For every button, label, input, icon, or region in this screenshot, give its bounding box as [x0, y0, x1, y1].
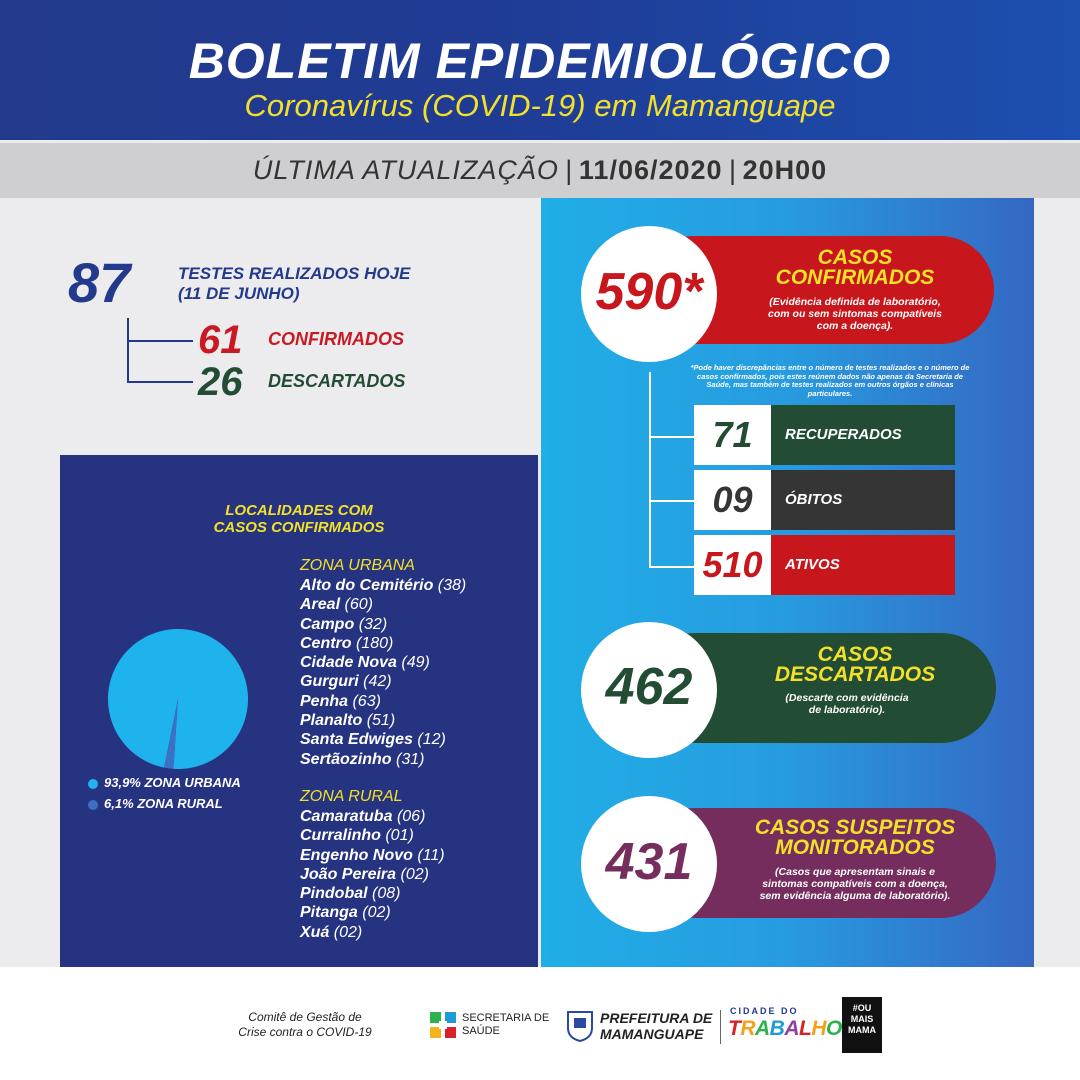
tree-line	[649, 436, 694, 438]
confirmed-title-line2: CONFIRMADOS	[775, 266, 935, 289]
page-subtitle: Coronavírus (COVID-19) em Mamanguape	[244, 88, 836, 123]
suspected-cases-title	[710, 818, 1000, 858]
rural-list	[300, 807, 445, 942]
legend-dot-rural	[88, 800, 98, 810]
sec-line2: SAÚDE	[462, 1025, 500, 1037]
suspected-title-line2: MONITORADOS	[775, 836, 935, 859]
list-item	[300, 711, 466, 730]
trabalho-letter: B	[769, 1017, 785, 1040]
suspected-desc-line1: (Casos que apresentam sinais e	[775, 866, 935, 878]
recovered-number: 71	[694, 405, 771, 465]
tree-line	[649, 372, 651, 568]
locality-count: (51)	[366, 712, 396, 730]
locality-count: (06)	[396, 808, 426, 825]
legend-rural-label: 6,1% ZONA RURAL	[104, 796, 223, 811]
discrepancy-note: *Pode haver discrepâncias entre o número de testes realizados e o número de casos confirmados, pois estes reúnem dados não apenas da Secretaria de Saúde, mas também de testes realizados em outros órgãos e clínicas particulares.	[690, 363, 970, 398]
trabalho-letter: L	[799, 1017, 812, 1040]
list-item	[300, 846, 445, 865]
tree-line	[127, 318, 129, 382]
tests-number: 87	[68, 251, 131, 314]
committee-line1: Comitê de Gestão de	[248, 1010, 362, 1024]
list-item	[300, 576, 466, 595]
committee-line2: Crise contra o COVID-19	[238, 1025, 372, 1039]
pref-line1: PREFEITURA DE	[600, 1010, 713, 1026]
list-item	[300, 595, 466, 614]
trabalho-letter: O	[826, 1017, 842, 1040]
list-item	[300, 807, 445, 826]
discarded-desc-line1: (Descarte com evidência	[785, 692, 909, 704]
update-label: ÚLTIMA ATUALIZAÇÃO	[252, 155, 559, 185]
footer-divider	[720, 1010, 721, 1044]
update-info: ÚLTIMA ATUALIZAÇÃO | 11/06/2020 | 20H00	[252, 155, 828, 185]
locality-count: (02)	[333, 923, 363, 941]
locality-name: Xuá	[300, 923, 330, 941]
locality-count: (42)	[363, 673, 392, 691]
list-item	[300, 826, 445, 845]
locality-name: Santa Edwiges	[300, 731, 413, 749]
list-item	[300, 750, 466, 769]
suspected-cases-number: 431	[605, 833, 693, 891]
locality-name: Planalto	[300, 712, 363, 730]
tests-label-line1: TESTES REALIZADOS HOJE	[178, 264, 411, 283]
locality-count: (60)	[344, 596, 373, 614]
localities-title-line2: CASOS CONFIRMADOS	[213, 519, 385, 536]
footer-city-hall	[600, 1010, 712, 1042]
discarded-cases-number: 462	[605, 658, 693, 716]
suspected-desc-line2: sintomas compatíveis com a doença,	[762, 878, 948, 890]
trabalho-letter: H	[811, 1017, 827, 1040]
legend-dot-urban	[88, 779, 98, 789]
trabalho-letter: R	[740, 1017, 755, 1040]
list-item	[300, 903, 445, 922]
suspected-title-line1: CASOS SUSPEITOS	[754, 816, 956, 839]
health-secretariat-logo-icon	[430, 1012, 456, 1038]
discarded-cases-title	[720, 645, 990, 685]
suspected-cases-desc	[720, 866, 990, 902]
confirmed-desc-line1: (Evidência definida de laboratório,	[769, 296, 941, 308]
locality-name: Gurguri	[300, 673, 359, 691]
list-item	[300, 692, 466, 711]
list-item	[300, 865, 445, 884]
locality-name: Campo	[300, 615, 355, 633]
footer-secretariat	[462, 1012, 549, 1038]
discarded-title-line1: CASOS	[817, 643, 893, 666]
footer-trabalho	[728, 1017, 842, 1041]
tree-line	[649, 500, 694, 502]
locality-name: Penha	[300, 692, 349, 710]
locality-name: Alto do Cemitério	[300, 577, 434, 594]
discarded-today-label: DESCARTADOS	[268, 371, 406, 391]
trabalho-letter: A	[755, 1017, 770, 1040]
locality-name: Pindobal	[300, 885, 368, 903]
urban-list	[300, 576, 466, 769]
legend-urban	[88, 775, 241, 790]
deaths-number: 09	[694, 470, 771, 530]
locality-name: Pitanga	[300, 904, 358, 922]
tree-line	[649, 566, 694, 568]
active-label: ATIVOS	[771, 535, 955, 595]
locality-name: Camaratuba	[300, 808, 393, 825]
locality-count: (01)	[385, 827, 414, 845]
tests-label-line2: (11 DE JUNHO)	[178, 284, 300, 303]
pie-slice-urban	[108, 629, 248, 769]
locality-count: (11)	[417, 846, 445, 864]
suspected-desc-line3: sem evidência alguma de laboratório).	[759, 890, 951, 902]
discarded-cases-desc	[712, 692, 982, 716]
discarded-desc-line2: de laboratório).	[808, 704, 886, 716]
tree-line	[127, 340, 193, 342]
locality-name: Cidade Nova	[300, 654, 397, 672]
confirmed-cases-desc	[720, 296, 990, 332]
tree-line	[127, 381, 193, 383]
footer-badge: #OU MAIS MAMA	[842, 997, 882, 1053]
confirmed-cases-title	[720, 248, 990, 288]
city-crest-icon	[566, 1008, 594, 1042]
legend-urban-label: 93,9% ZONA URBANA	[104, 775, 241, 790]
confirmed-desc-line2: com ou sem sintomas compatíveis	[768, 308, 942, 320]
list-item	[300, 615, 466, 634]
list-item	[300, 923, 445, 942]
urban-zone-title: ZONA URBANA	[300, 557, 415, 574]
locality-count: (63)	[352, 692, 381, 710]
confirmed-today-label: CONFIRMADOS	[268, 329, 404, 349]
trabalho-letter: A	[784, 1017, 800, 1040]
list-item	[300, 672, 466, 691]
rural-zone-title: ZONA RURAL	[300, 788, 403, 805]
localities-title	[60, 502, 538, 536]
locality-count: (08)	[372, 885, 401, 903]
list-item	[300, 634, 466, 653]
pref-line2: MAMANGUAPE	[600, 1026, 704, 1042]
locality-count: (02)	[400, 865, 429, 883]
deaths-label: ÓBITOS	[771, 470, 955, 530]
locality-count: (38)	[437, 577, 467, 594]
locality-count: (31)	[396, 750, 425, 768]
footer-committee	[220, 1010, 390, 1040]
sec-line1: SECRETARIA DE	[462, 1012, 550, 1024]
update-date: 11/06/2020	[578, 155, 723, 185]
footer-cidade: CIDADE DO	[730, 1006, 799, 1016]
discarded-title-line2: DESCARTADOS	[774, 663, 936, 686]
confirmed-desc-line3: com a doença).	[816, 320, 894, 332]
recovered-label: RECUPERADOS	[771, 405, 955, 465]
page-title: BOLETIM EPIDEMIOLÓGICO	[188, 33, 892, 89]
localities-title-line1: LOCALIDADES COM	[225, 502, 373, 519]
locality-count: (49)	[401, 654, 430, 672]
locality-name: João Pereira	[300, 865, 397, 883]
zone-pie-chart	[107, 628, 249, 770]
update-time: 20H00	[742, 155, 828, 185]
locality-name: Curralinho	[300, 827, 381, 845]
locality-count: (32)	[358, 615, 388, 633]
list-item	[300, 653, 466, 672]
trabalho-letter: T	[728, 1017, 741, 1040]
locality-count: (180)	[356, 634, 394, 652]
confirmed-title-line1: CASOS	[817, 246, 893, 269]
locality-count: (02)	[362, 904, 391, 922]
locality-name: Centro	[300, 634, 352, 652]
list-item	[300, 730, 466, 749]
locality-name: Engenho Novo	[300, 846, 413, 864]
locality-count: (12)	[417, 731, 446, 749]
tests-label	[178, 264, 410, 304]
confirmed-cases-number: 590*	[595, 263, 703, 321]
locality-name: Sertãozinho	[300, 750, 392, 768]
confirmed-today-number: 61	[198, 318, 243, 362]
active-number: 510	[694, 535, 771, 595]
locality-name: Areal	[300, 596, 341, 614]
legend-rural	[88, 796, 223, 811]
discarded-today-number: 26	[198, 360, 243, 404]
list-item	[300, 884, 445, 903]
